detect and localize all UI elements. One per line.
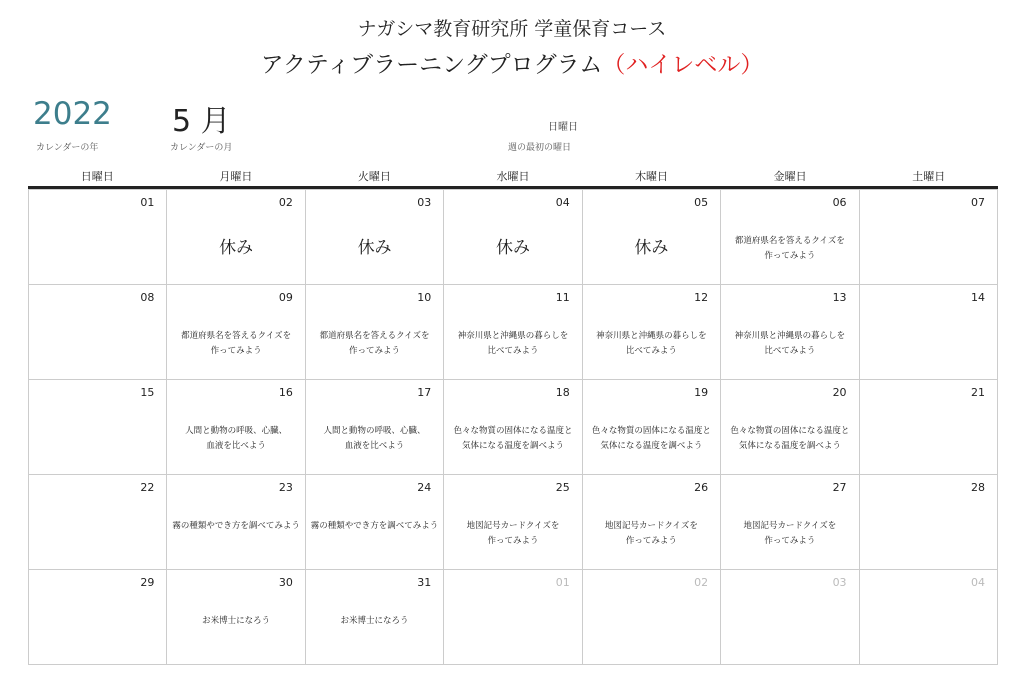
activity-note: 神奈川県と沖縄県の暮らしを 比べてみよう: [734, 331, 846, 356]
activity-note: 都道府県名を答えるクイズを 作ってみよう: [734, 236, 845, 261]
level-label: （ハイレベル）: [602, 52, 764, 78]
page-title-line1: ナガシマ教育研究所 学童保育コース: [357, 18, 667, 40]
calendar-day-cell: [306, 570, 444, 665]
calendar-day-cell: [306, 190, 444, 285]
calendar-day-cell: [167, 285, 305, 380]
calendar-day-cell: [583, 190, 721, 285]
calendar-day-cell: [29, 190, 167, 285]
day-number: 31: [417, 576, 432, 589]
calendar-day-cell: [29, 285, 167, 380]
calendar-day-cell: [721, 570, 859, 665]
holiday-label: 休み: [634, 238, 669, 258]
day-number: 25: [555, 481, 570, 494]
day-number: 16: [278, 386, 293, 399]
calendar-day-cell: [167, 380, 305, 475]
calendar-day-cell: [583, 570, 721, 665]
holiday-label: 休み: [495, 238, 530, 258]
weekday-header-row: [28, 170, 998, 189]
day-number: 23: [278, 481, 293, 494]
weekday-header: 水曜日: [496, 170, 530, 183]
activity-note: お米博士になろう: [340, 616, 409, 626]
calendar-day-cell: [583, 475, 721, 570]
first-day-of-week: 日曜日: [548, 122, 578, 133]
day-number: 29: [140, 576, 155, 589]
day-number: 10: [417, 291, 432, 304]
activity-note: 神奈川県と沖縄県の暮らしを 比べてみよう: [596, 331, 707, 356]
day-number: 07: [971, 196, 985, 209]
day-number: 08: [140, 291, 155, 304]
calendar-day-cell: [860, 570, 998, 665]
day-number: 02: [278, 196, 293, 209]
activity-note: 色々な物質の固体になる温度と 気体になる温度を調べよう: [730, 426, 850, 451]
calendar-day-cell: [860, 190, 998, 285]
page-title-line2: [0, 46, 1024, 79]
day-number: 17: [417, 386, 432, 399]
activity-note: 色々な物質の固体になる温度と 気体になる温度を調べよう: [591, 426, 711, 451]
day-number: 26: [694, 481, 709, 494]
day-number: 22: [140, 481, 155, 494]
weekday-header: 日曜日: [80, 170, 114, 183]
weekday-header: 土曜日: [912, 170, 946, 183]
day-number: 19: [694, 386, 709, 399]
weekday-header: 木曜日: [635, 170, 669, 183]
calendar-day-cell: [29, 570, 167, 665]
calendar-day-cell: [860, 475, 998, 570]
activity-note: 地図記号カードクイズを 作ってみよう: [743, 521, 837, 546]
calendar-day-cell: [167, 570, 305, 665]
activity-note: 神奈川県と沖縄県の暮らしを 比べてみよう: [457, 331, 569, 356]
calendar-day-cell: [444, 380, 582, 475]
activity-note: 人間と動物の呼吸、心臓、 血液を比べよう: [185, 426, 288, 451]
calendar-day-cell: [306, 285, 444, 380]
day-number: 20: [832, 386, 847, 399]
holiday-label: 休み: [357, 238, 392, 258]
day-number: 13: [832, 291, 847, 304]
day-number: 28: [971, 481, 985, 494]
program-name: アクティブラーニングプログラム: [260, 52, 603, 78]
day-number: 14: [971, 291, 985, 304]
calendar-day-cell: [860, 380, 998, 475]
day-number: 09: [278, 291, 293, 304]
calendar-day-cell: [444, 475, 582, 570]
day-number: 12: [694, 291, 709, 304]
calendar-day-cell: [29, 475, 167, 570]
calendar-day-cell: [444, 570, 582, 665]
calendar-day-cell: [306, 380, 444, 475]
calendar-day-cell: [583, 285, 721, 380]
weekday-header: 火曜日: [357, 170, 391, 183]
calendar-day-cell: [306, 475, 444, 570]
day-number: 05: [694, 196, 709, 209]
calendar-day-cell: [721, 190, 859, 285]
day-number: 03: [417, 196, 432, 209]
calendar-day-cell: [721, 380, 859, 475]
day-number: 04: [971, 576, 985, 589]
calendar-day-cell: [444, 190, 582, 285]
calendar-grid: [28, 189, 998, 665]
activity-note: 霧の種類やでき方を調べてみよう: [172, 521, 300, 531]
day-number: 01: [555, 576, 570, 589]
calendar-day-cell: [29, 380, 167, 475]
day-number: 18: [555, 386, 570, 399]
calendar-month-caption: カレンダーの月: [170, 143, 233, 153]
activity-note: 都道府県名を答えるクイズを 作ってみよう: [181, 331, 292, 356]
day-number: 06: [832, 196, 847, 209]
weekday-header: 月曜日: [219, 170, 253, 183]
day-number: 24: [417, 481, 432, 494]
activity-note: 地図記号カードクイズを 作ってみよう: [605, 521, 698, 546]
day-number: 01: [140, 196, 155, 209]
activity-note: 人間と動物の呼吸、心臓、 血液を比べよう: [323, 426, 426, 451]
holiday-label: 休み: [219, 238, 254, 258]
calendar-day-cell: [721, 475, 859, 570]
day-number: 02: [694, 576, 709, 589]
first-day-of-week-caption: 週の最初の曜日: [508, 143, 572, 153]
day-number: 11: [555, 291, 570, 304]
day-number: 27: [832, 481, 847, 494]
day-number: 04: [555, 196, 570, 209]
day-number: 21: [971, 386, 985, 399]
calendar-day-cell: [721, 285, 859, 380]
calendar-year-caption: カレンダーの年: [36, 143, 99, 153]
day-number: 15: [140, 386, 155, 399]
activity-note: 地図記号カードクイズを 作ってみよう: [466, 521, 560, 546]
calendar-year: 2022: [33, 96, 112, 132]
activity-note: お米博士になろう: [202, 616, 271, 626]
calendar-day-cell: [167, 475, 305, 570]
calendar-month: 5 月: [172, 104, 231, 139]
activity-note: 霧の種類やでき方を調べてみよう: [310, 521, 439, 531]
activity-note: 都道府県名を答えるクイズを 作ってみよう: [319, 331, 430, 356]
calendar-day-cell: [167, 190, 305, 285]
calendar-day-cell: [860, 285, 998, 380]
activity-note: 色々な物質の固体になる温度と 気体になる温度を調べよう: [453, 426, 573, 451]
day-number: 30: [278, 576, 293, 589]
calendar-day-cell: [583, 380, 721, 475]
weekday-header: 金曜日: [773, 170, 807, 183]
calendar-day-cell: [444, 285, 582, 380]
day-number: 03: [832, 576, 847, 589]
